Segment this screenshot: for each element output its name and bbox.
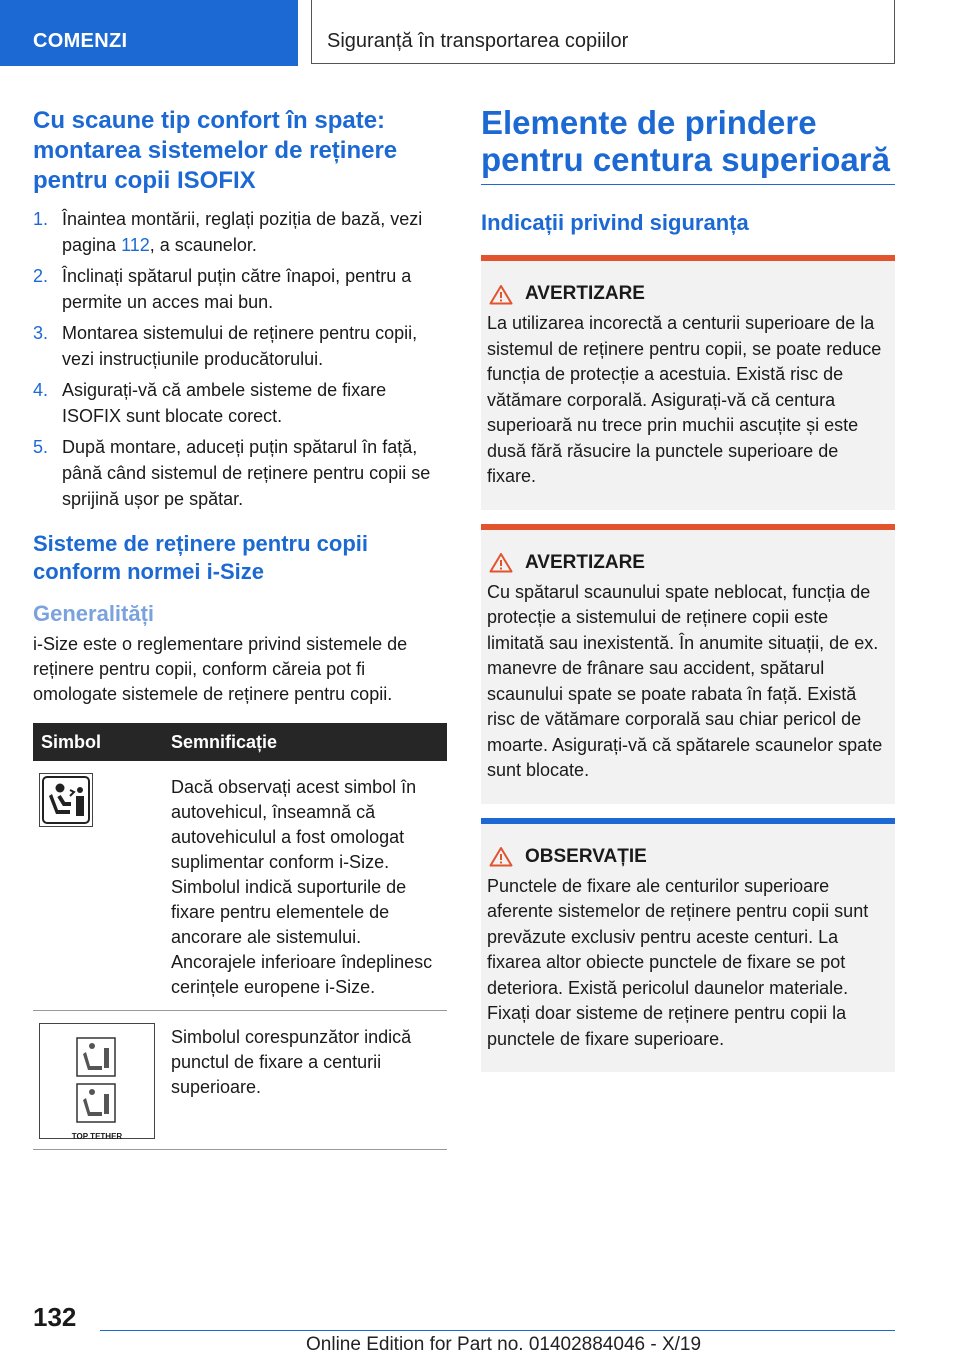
- step-number: 2.: [33, 266, 49, 286]
- isofix-heading: Cu scaune tip confort în spate: montarea sistemelor de reținere pentru copii ISOFIX: [33, 107, 398, 194]
- warning-triangle-icon: [489, 284, 513, 305]
- isize-seat-icon: [39, 773, 93, 827]
- warning-text: Cu spătarul scaunului spate neblocat, funcția de protecție a sistemului de reținere copii este limitată sau inexistentă. În anumite situații, de ex. manevre de frânare sau accident, spătarul scaunului spate se poate rabata în față. Există risc de vătămare corporală sau chiar pericol de moarte. Asigurați-vă că spătarele scaunelor spate sunt blocate.: [487, 581, 883, 780]
- isize-heading: Sisteme de reținere pentru copii conform normei i-Size: [33, 531, 368, 584]
- general-text: i-Size este o reglementare privind sistemele de reținere pentru copii, conform căreia pot fi omologate sistemele de reținere pentru copii.: [33, 634, 408, 704]
- col-header-meaning: Semnificație: [163, 723, 447, 761]
- top-tether-icon: [39, 1023, 155, 1139]
- notice-title: OBSERVAȚIE: [525, 845, 647, 867]
- step-number: 3.: [33, 323, 49, 343]
- heading-divider: [481, 184, 895, 185]
- list-item: [33, 263, 447, 315]
- symbol-cell: [33, 1011, 163, 1150]
- top-tether-label: TOP TETHER: [71, 1132, 123, 1141]
- step-text: Asigurați-vă că ambele sisteme de fixare ISOFIX sunt blocate corect.: [62, 380, 387, 426]
- notice-box: [481, 818, 895, 1073]
- general-heading: Generalități: [33, 601, 155, 626]
- header-chapter-label: Siguranță în transportarea copiilor: [327, 30, 629, 52]
- footer-edition: Online Edition for Part no. 01402884046 - X/19: [306, 1334, 702, 1355]
- step-text: Înclinați spătarul puțin către înapoi, pentru a permite un acces mai bun.: [62, 266, 412, 312]
- header-chapter-box: [311, 0, 895, 64]
- step-text-end: , a scaunelor.: [149, 235, 257, 255]
- list-item: [33, 206, 447, 258]
- warning-title-row: [489, 283, 889, 305]
- step-number: 4.: [33, 380, 49, 400]
- warning-text: La utilizarea incorectă a centurii superioare de la sistemul de reținere pentru copii, se poate reduce funcția de protecție a acestuia. Există risc de vătămare corporală. Asigurați-vă că centura superioară nu trece prin muchii ascuțite și este dusă fără răsucire la punctele superioare de fixare.: [487, 313, 882, 486]
- main-heading: Elemente de prindere pentru centura superioară: [481, 104, 890, 178]
- page-link[interactable]: 112: [121, 235, 150, 255]
- step-text: Înaintea montării, reglați poziția de bază, vezi pagina: [62, 209, 423, 255]
- warning-box: [481, 524, 895, 804]
- warning-box: [481, 255, 895, 510]
- header-section-tab: [0, 0, 298, 66]
- step-text: Montarea sistemului de reținere pentru copii, vezi instrucțiunile producătorului.: [62, 323, 418, 369]
- meaning-cell: Simbolul corespunzător indică punctul de fixare a centurii superioare.: [163, 1011, 447, 1150]
- meaning-cell: Dacă observați acest simbol în autovehicul, înseamnă că autovehiculul a fost omologat suplimentar conform i-Size. Simbolul indică suporturile de fixare pentru elementele de ancorare ale sistemului. Ancorajele inferioare îndeplinesc cerințele europene i-Size.: [163, 761, 447, 1011]
- table-row: [33, 1011, 447, 1150]
- footer-divider: [100, 1330, 895, 1331]
- symbol-table: [33, 723, 447, 1150]
- warning-triangle-icon: [489, 846, 513, 867]
- notice-title-row: [489, 846, 889, 868]
- symbol-cell: [33, 761, 163, 1011]
- list-item: [33, 434, 447, 512]
- notice-text: Punctele de fixare ale centurilor superioare aferente sistemelor de reținere pentru copii sunt prevăzute exclusiv pentru aceste centuri. La fixarea altor obiecte punctele de fixare se pot deteriora. Există pericolul daunelor materiale. Fixați doar sisteme de reținere pentru copii la punctele de fixare superioare.: [487, 875, 869, 1049]
- col-header-symbol: Simbol: [33, 723, 163, 761]
- header-section-label: COMENZI: [33, 30, 128, 52]
- isofix-steps: [33, 206, 447, 512]
- left-column: [33, 106, 447, 1150]
- step-number: 1.: [33, 209, 49, 229]
- table-row: [33, 761, 447, 1011]
- warning-title: AVERTIZARE: [525, 551, 645, 573]
- step-text: După montare, aduceți puțin spătarul în față, până când sistemul de reținere pentru copii se sprijină ușor pe spătar.: [62, 437, 431, 509]
- step-number: 5.: [33, 437, 49, 457]
- right-column: [481, 104, 895, 1072]
- safety-heading: Indicații privind siguranța: [481, 210, 749, 235]
- page-number: 132: [33, 1302, 77, 1332]
- list-item: [33, 377, 447, 429]
- warning-title: AVERTIZARE: [525, 283, 645, 304]
- warning-triangle-icon: [489, 552, 513, 573]
- warning-title-row: [489, 552, 889, 574]
- list-item: [33, 320, 447, 372]
